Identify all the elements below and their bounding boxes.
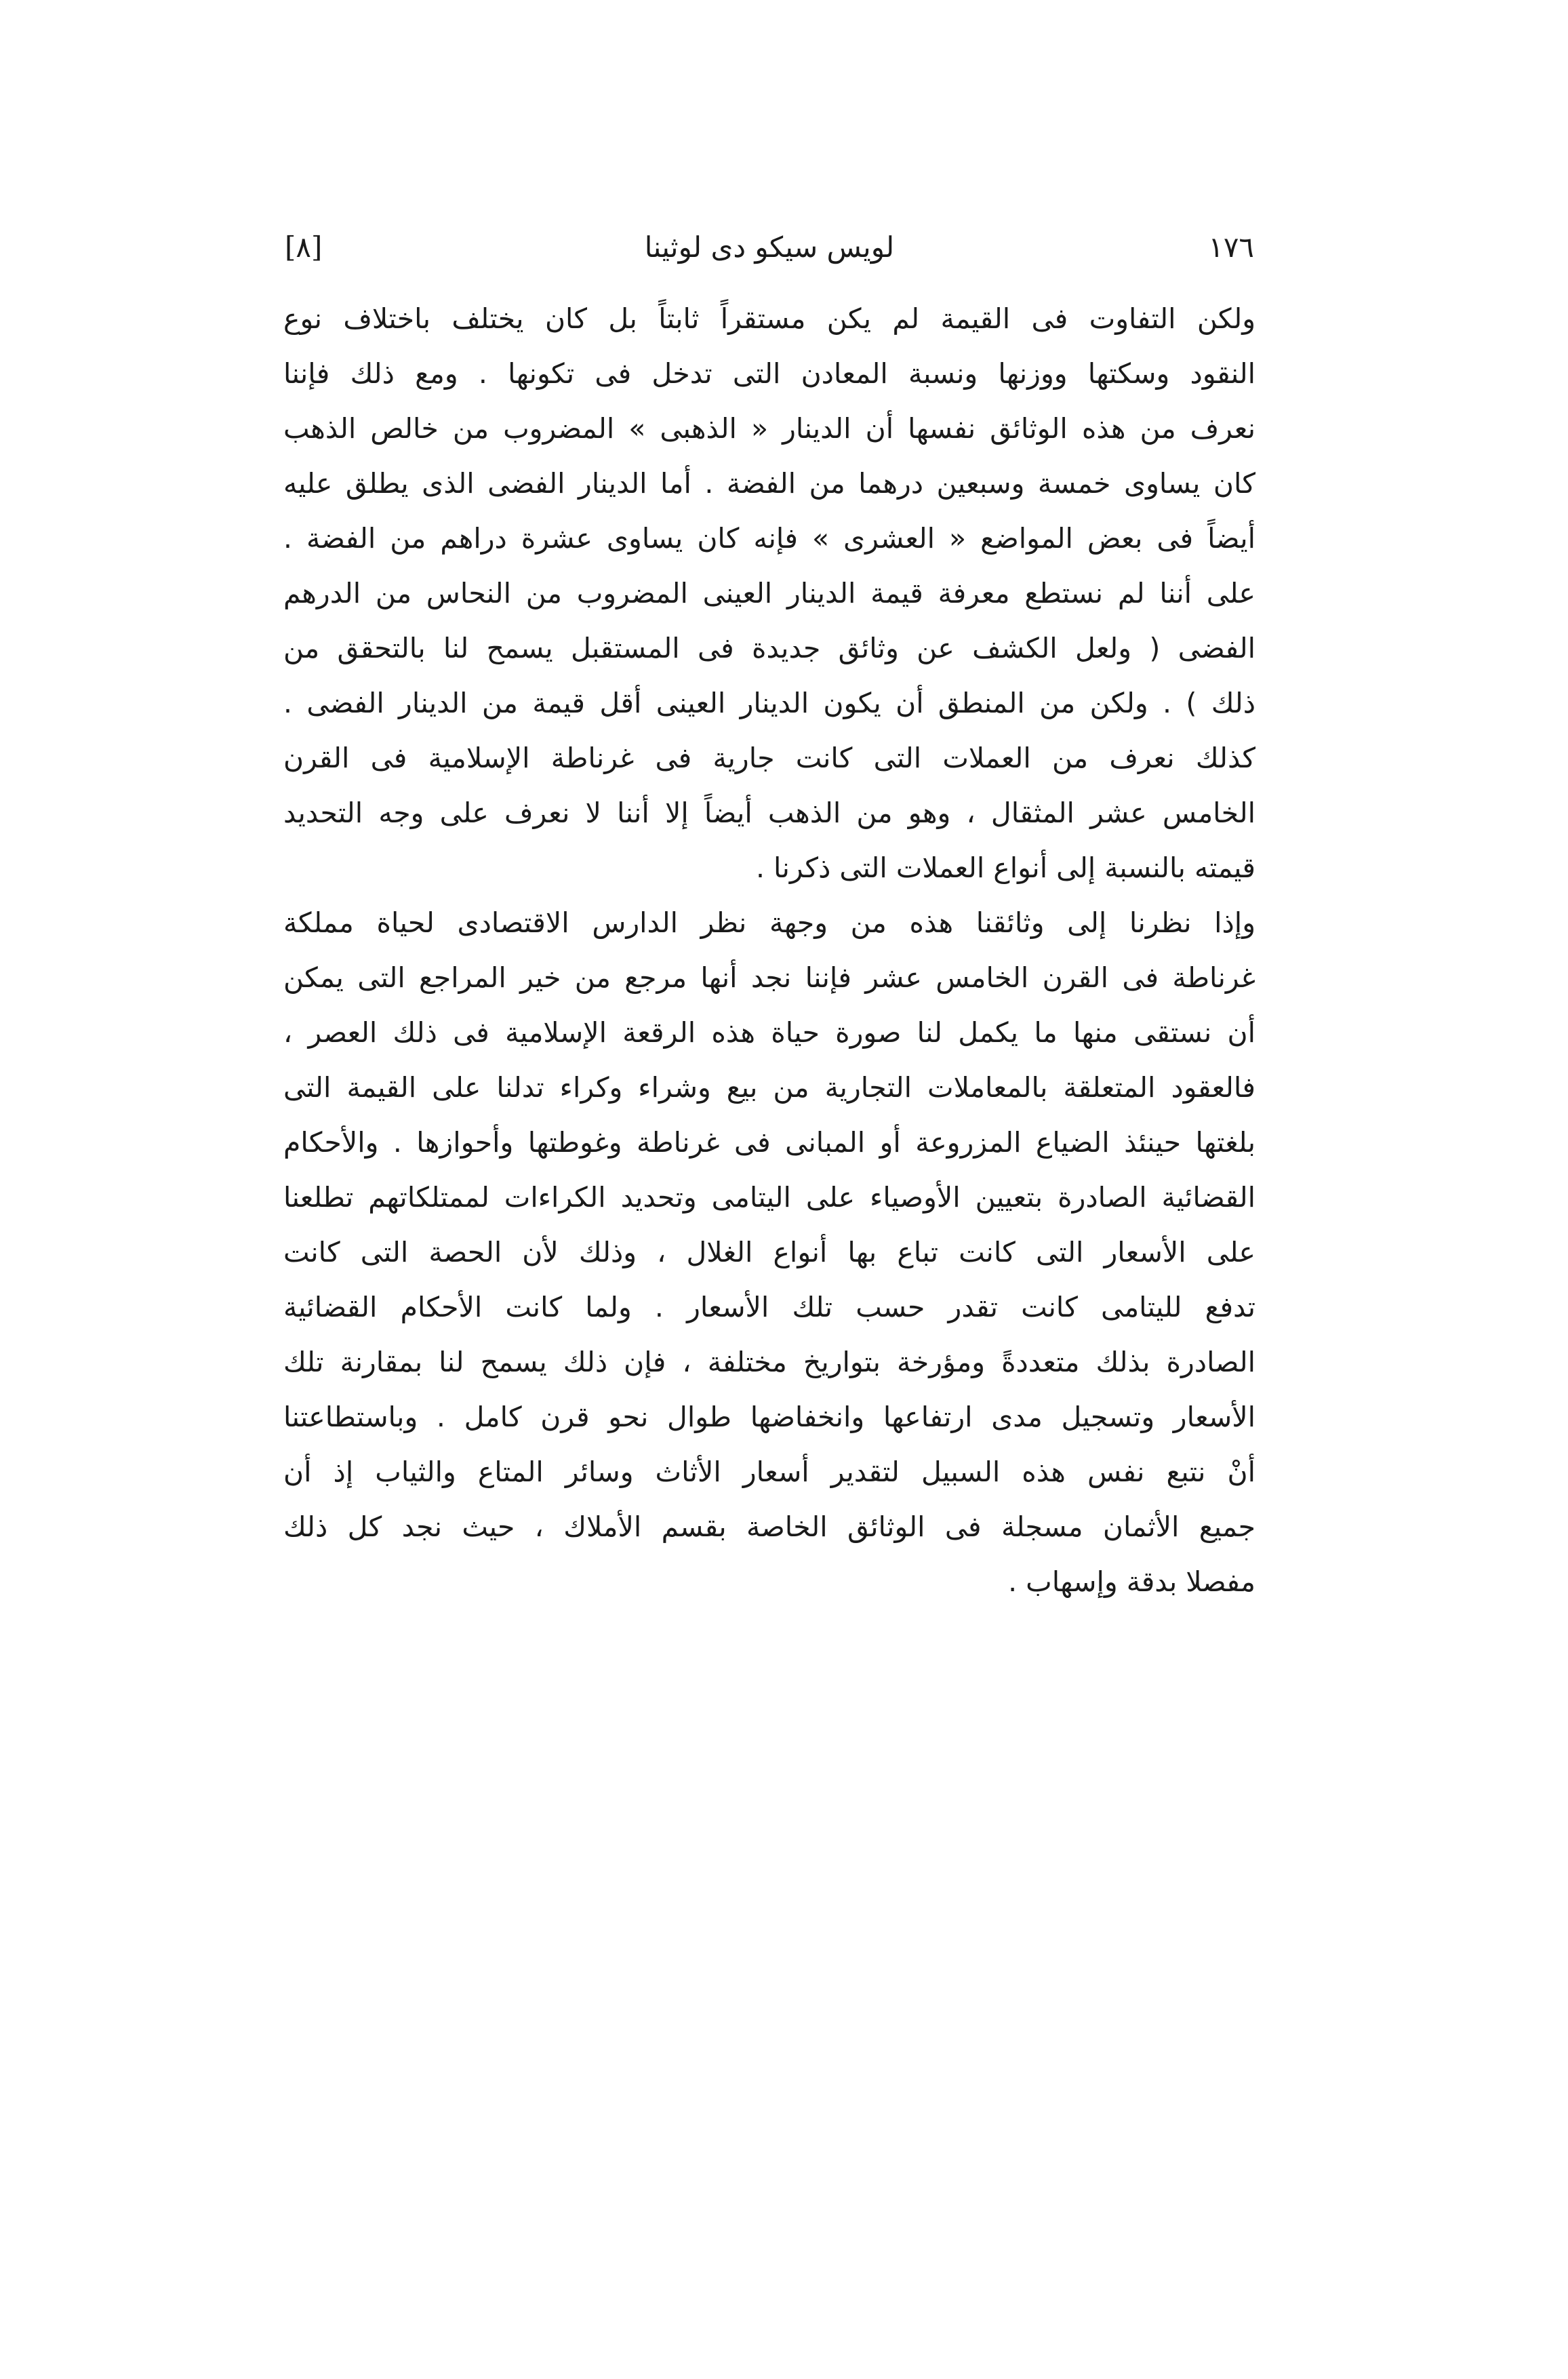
- text-line: ذلك ) . ولكن من المنطق أن يكون الدينار العينى أقل قيمة من الدينار الفضى .: [283, 687, 1255, 719]
- text-line: الصادرة بذلك متعددةً ومؤرخة بتواريخ مختلفة ، فإن ذلك يسمح لنا بمقارنة تلك: [283, 1346, 1255, 1378]
- paragraph-end-line: مفصلا بدقة وإسهاب .: [1008, 1565, 1255, 1598]
- text-line: نعرف من هذه الوثائق نفسها أن الدينار « الذهبى » المضروب من خالص الذهب: [283, 412, 1255, 445]
- text-line: وإذا نظرنا إلى وثائقنا هذه من وجهة نظر الدارس الاقتصادى لحياة مملكة: [283, 906, 1255, 939]
- text-line: ولكن التفاوت فى القيمة لم يكن مستقراً ثابتاً بل كان يختلف باختلاف نوع: [283, 302, 1255, 335]
- text-line: الخامس عشر المثقال ، وهو من الذهب أيضاً إلا أننا لا نعرف على وجه التحديد: [283, 797, 1255, 829]
- text-line: أنْ نتبع نفس هذه السبيل لتقدير أسعار الأثاث وسائر المتاع والثياب إذ أن: [283, 1456, 1255, 1488]
- text-line: جميع الأثمان مسجلة فى الوثائق الخاصة بقسم الأملاك ، حيث نجد كل ذلك: [283, 1511, 1255, 1543]
- text-line: القضائية الصادرة بتعيين الأوصياء على اليتامى وتحديد الكراءات لممتلكاتهم تطلعنا: [283, 1181, 1255, 1214]
- body-text: [283, 292, 1255, 1610]
- running-head: [285, 224, 1254, 271]
- text-line: الأسعار وتسجيل مدى ارتفاعها وانخفاضها طوال نحو قرن كامل . وباستطاعتنا: [283, 1401, 1255, 1433]
- section-bracket-number: [٨]: [285, 231, 323, 264]
- running-title: لويس سيكو دى لوثينا: [644, 231, 895, 264]
- text-line: تدفع لليتامى كانت تقدر حسب تلك الأسعار . ولما كانت الأحكام القضائية: [283, 1291, 1255, 1323]
- text-line: على أننا لم نستطع معرفة قيمة الدينار العينى المضروب من النحاس من الدرهم: [283, 577, 1255, 609]
- page-number: ١٧٦: [1208, 231, 1254, 264]
- text-line: الفضى ( ولعل الكشف عن وثائق جديدة فى المستقبل يسمح لنا بالتحقق من: [283, 632, 1255, 664]
- text-line: كان يساوى خمسة وسبعين درهما من الفضة . أما الدينار الفضى الذى يطلق عليه: [283, 467, 1255, 500]
- text-line: النقود وسكتها ووزنها ونسبة المعادن التى تدخل فى تكونها . ومع ذلك فإننا: [283, 357, 1255, 390]
- text-line: على الأسعار التى كانت تباع بها أنواع الغلال ، وذلك لأن الحصة التى كانت: [283, 1236, 1255, 1268]
- text-line: غرناطة فى القرن الخامس عشر فإننا نجد أنها مرجع من خير المراجع التى يمكن: [283, 961, 1255, 994]
- text-line: أيضاً فى بعض المواضع « العشرى » فإنه كان يساوى عشرة دراهم من الفضة .: [283, 522, 1255, 555]
- text-line: فالعقود المتعلقة بالمعاملات التجارية من بيع وشراء وكراء تدلنا على القيمة التى: [283, 1071, 1255, 1104]
- text-line: بلغتها حينئذ الضياع المزروعة أو المبانى فى غرناطة وغوطتها وأحوازها . والأحكام: [283, 1126, 1255, 1159]
- text-line: كذلك نعرف من العملات التى كانت جارية فى غرناطة الإسلامية فى القرن: [283, 742, 1255, 774]
- text-line: أن نستقى منها ما يكمل لنا صورة حياة هذه الرقعة الإسلامية فى ذلك العصر ،: [283, 1016, 1255, 1049]
- paragraph-end-line: قيمته بالنسبة إلى أنواع العملات التى ذكرنا .: [755, 852, 1255, 884]
